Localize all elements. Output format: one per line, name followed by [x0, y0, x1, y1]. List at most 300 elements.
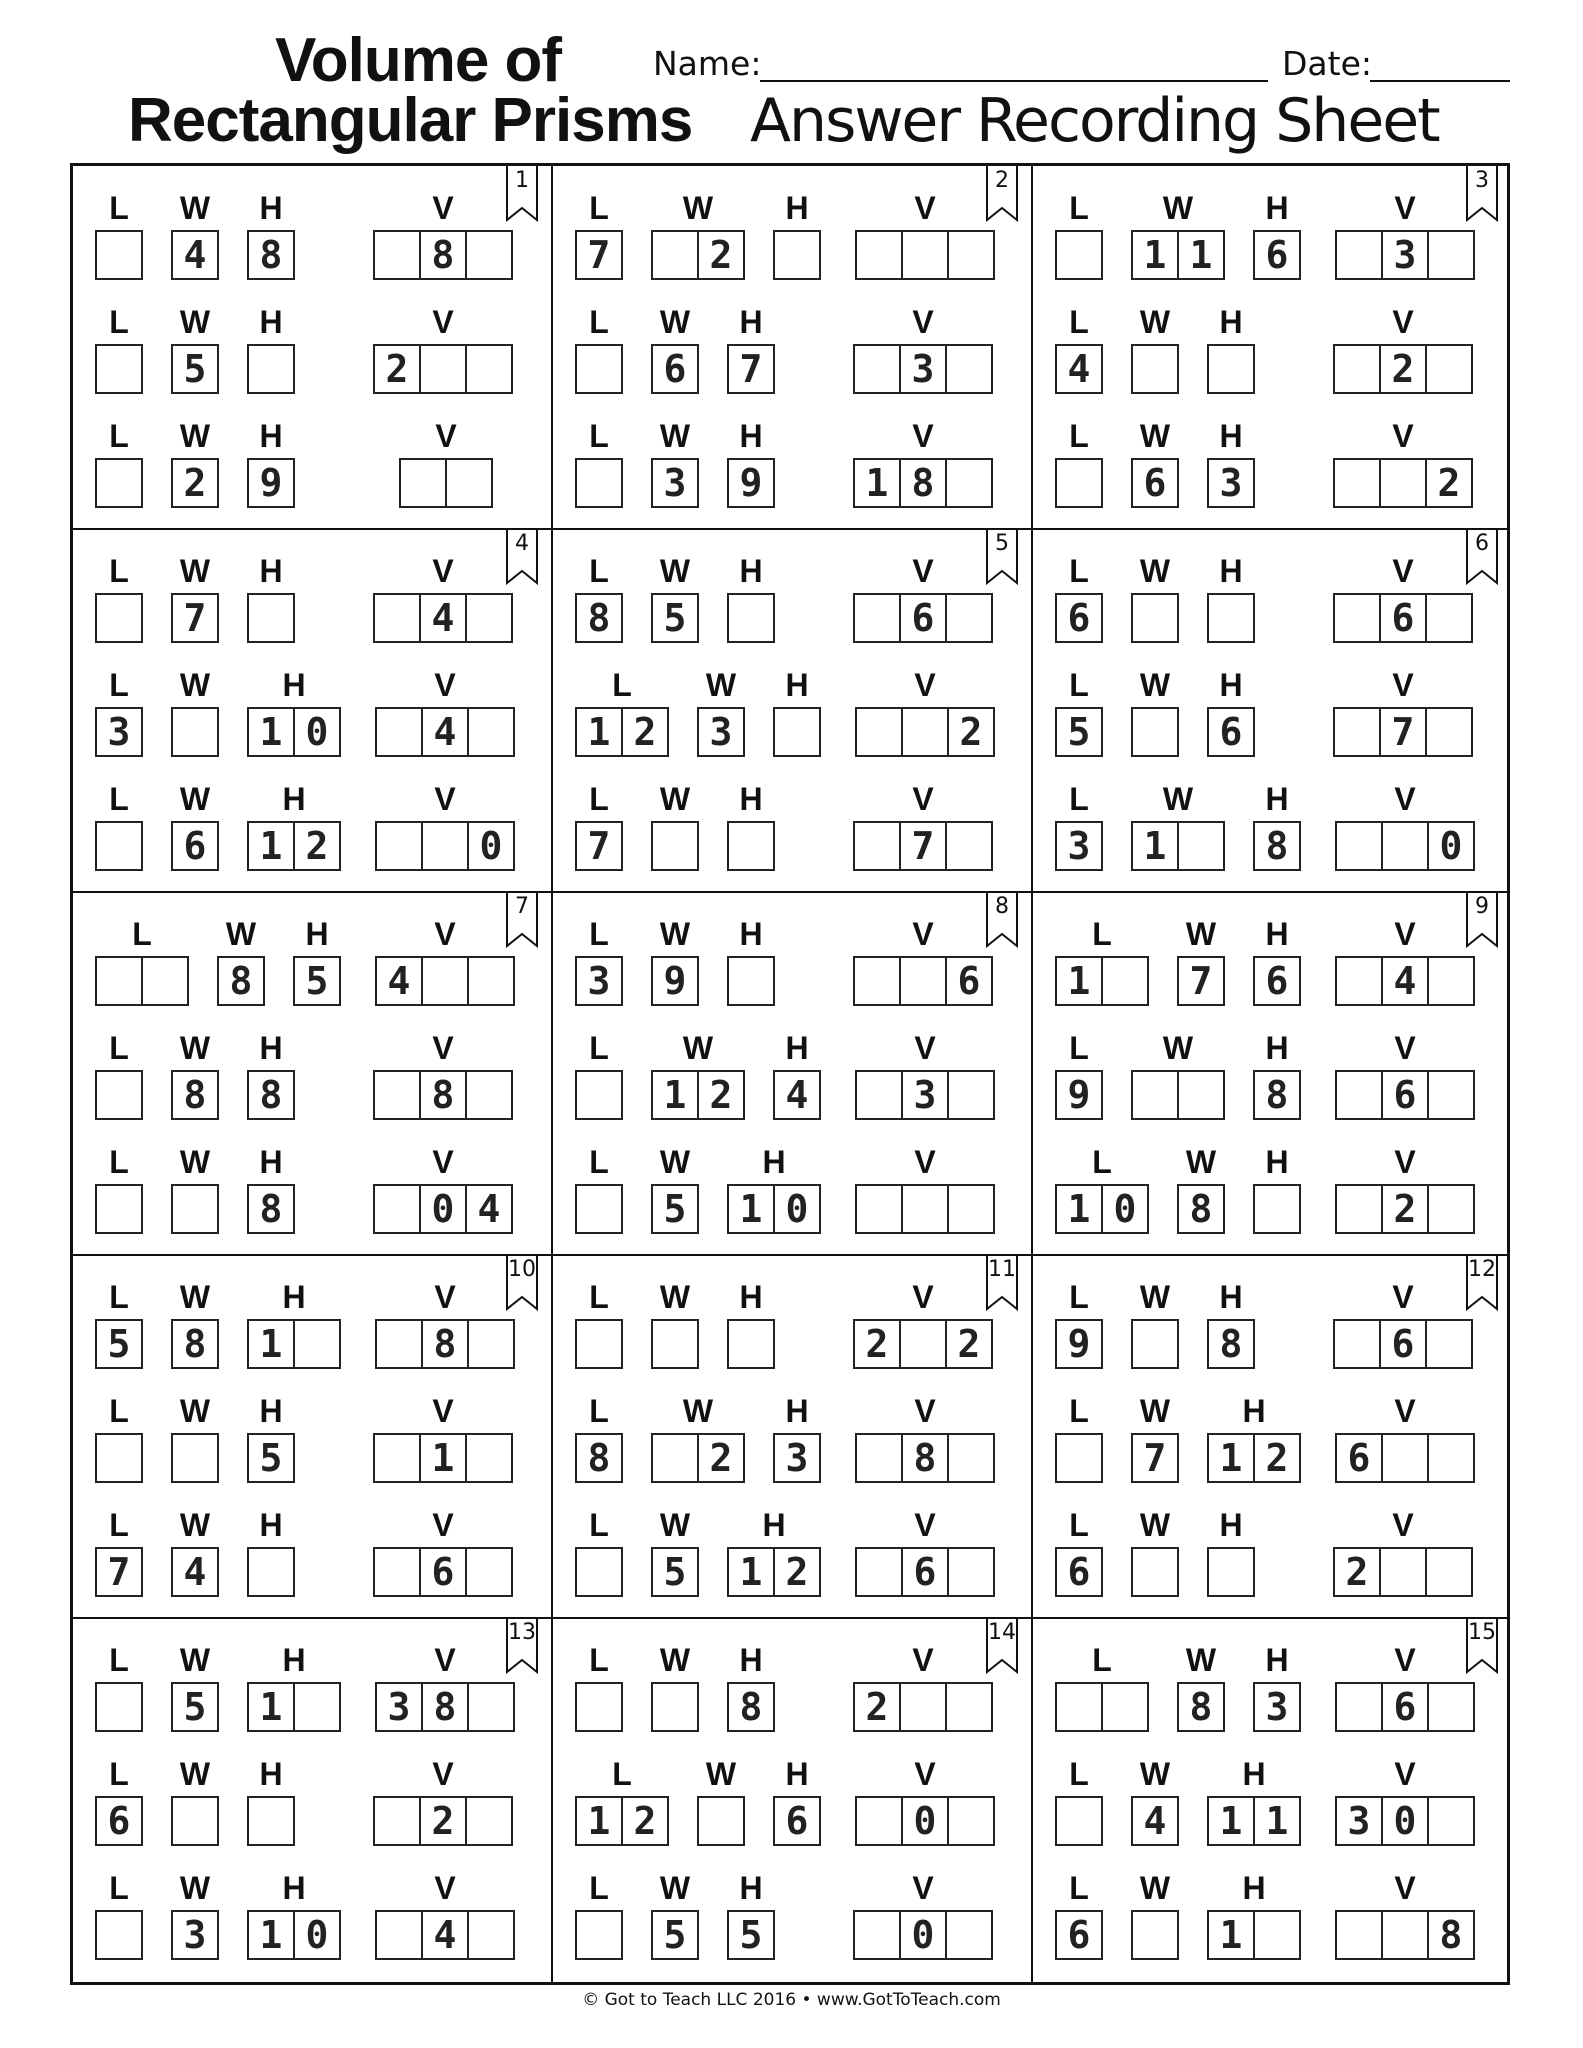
digit-box[interactable]: 4 — [419, 593, 467, 643]
digit-box[interactable]: 6 — [899, 593, 947, 643]
digit-box[interactable]: 1 — [1055, 1184, 1103, 1234]
digit-box[interactable]: 2 — [853, 1682, 901, 1732]
digit-box[interactable] — [947, 1796, 995, 1846]
digit-box[interactable] — [1131, 593, 1179, 643]
digit-box[interactable]: 3 — [899, 344, 947, 394]
digit-box[interactable]: 2 — [293, 821, 341, 871]
column-label-v: V — [914, 667, 936, 703]
digit-box[interactable] — [651, 1319, 699, 1369]
digit-box[interactable] — [293, 1682, 341, 1732]
digit-box[interactable]: 5 — [95, 1319, 143, 1369]
digit-box[interactable] — [945, 821, 993, 871]
digit-box[interactable] — [445, 458, 493, 508]
digit-box[interactable] — [421, 821, 469, 871]
digit-box[interactable] — [373, 1070, 421, 1120]
digit-box[interactable] — [1427, 1433, 1475, 1483]
digit-box[interactable] — [853, 593, 901, 643]
digit-box[interactable]: 8 — [575, 593, 623, 643]
digit-box[interactable] — [247, 1796, 295, 1846]
digit-box[interactable] — [727, 821, 775, 871]
digit-box[interactable] — [575, 344, 623, 394]
digit-box[interactable]: 8 — [421, 1319, 469, 1369]
column-label-w: W — [659, 1642, 691, 1678]
digit-box[interactable]: 6 — [1253, 230, 1301, 280]
digit-box[interactable] — [575, 1910, 623, 1960]
digit-box[interactable] — [1131, 1910, 1179, 1960]
digit-box[interactable] — [575, 1682, 623, 1732]
digit-box[interactable] — [1425, 1547, 1473, 1597]
digit-box[interactable] — [1131, 1547, 1179, 1597]
digit-box[interactable]: 5 — [293, 956, 341, 1006]
digit-box[interactable]: 4 — [773, 1070, 821, 1120]
digit-box[interactable] — [855, 1070, 903, 1120]
digit-box[interactable] — [1335, 821, 1383, 871]
digit-box[interactable] — [95, 230, 143, 280]
digit-box[interactable] — [1379, 1547, 1427, 1597]
digit-box[interactable] — [95, 956, 143, 1006]
digit-box[interactable]: 1 — [1207, 1433, 1255, 1483]
digit-box[interactable]: 6 — [1055, 593, 1103, 643]
digit-box[interactable] — [575, 458, 623, 508]
answer-group-v — [1333, 1547, 1471, 1597]
digit-box[interactable]: 3 — [1207, 458, 1255, 508]
digit-box[interactable] — [651, 821, 699, 871]
digit-box[interactable] — [1425, 593, 1473, 643]
digit-box[interactable]: 6 — [651, 344, 699, 394]
digit-box[interactable]: 2 — [373, 344, 421, 394]
digit-box[interactable] — [1253, 1910, 1301, 1960]
digit-box[interactable] — [247, 344, 295, 394]
digit-box[interactable] — [1055, 458, 1103, 508]
digit-box[interactable]: 0 — [773, 1184, 821, 1234]
digit-box[interactable]: 0 — [899, 1910, 947, 1960]
digit-box[interactable] — [247, 1547, 295, 1597]
digit-box[interactable] — [1131, 1319, 1179, 1369]
digit-box[interactable]: 6 — [945, 956, 993, 1006]
digit-box[interactable] — [855, 1796, 903, 1846]
digit-box[interactable] — [901, 707, 949, 757]
digit-box[interactable] — [945, 593, 993, 643]
digit-box[interactable]: 8 — [171, 1319, 219, 1369]
digit-box[interactable]: 5 — [651, 593, 699, 643]
digit-box[interactable] — [95, 344, 143, 394]
digit-box[interactable]: 6 — [95, 1796, 143, 1846]
digit-box[interactable]: 3 — [1253, 1682, 1301, 1732]
digit-box[interactable] — [465, 593, 513, 643]
digit-box[interactable] — [465, 1796, 513, 1846]
digit-box[interactable] — [945, 1910, 993, 1960]
digit-box[interactable]: 0 — [293, 707, 341, 757]
digit-box[interactable]: 6 — [1381, 1682, 1429, 1732]
digit-box[interactable]: 3 — [651, 458, 699, 508]
digit-box[interactable] — [1055, 230, 1103, 280]
digit-box[interactable] — [651, 1433, 699, 1483]
digit-box[interactable]: 8 — [217, 956, 265, 1006]
digit-box[interactable]: 5 — [1055, 707, 1103, 757]
digit-box[interactable]: 3 — [773, 1433, 821, 1483]
answer-group-h — [247, 230, 293, 280]
digit-box[interactable]: 7 — [899, 821, 947, 871]
digit-box[interactable]: 8 — [419, 1070, 467, 1120]
digit-box[interactable]: 0 — [419, 1184, 467, 1234]
digit-box[interactable]: 8 — [1207, 1319, 1255, 1369]
digit-box[interactable] — [947, 1070, 995, 1120]
digit-box[interactable]: 4 — [1381, 956, 1429, 1006]
digit-box[interactable]: 9 — [1055, 1319, 1103, 1369]
digit-box[interactable] — [1333, 458, 1381, 508]
digit-box[interactable] — [1425, 707, 1473, 757]
digit-box[interactable]: 3 — [575, 956, 623, 1006]
digit-box[interactable] — [899, 1319, 947, 1369]
digit-box[interactable] — [947, 230, 995, 280]
column-label-w: W — [1139, 1507, 1171, 1543]
digit-box[interactable]: 6 — [1381, 1070, 1429, 1120]
digit-box[interactable] — [947, 1433, 995, 1483]
digit-box[interactable]: 1 — [727, 1184, 775, 1234]
digit-box[interactable] — [855, 1184, 903, 1234]
digit-box[interactable] — [773, 230, 821, 280]
digit-box[interactable] — [293, 1319, 341, 1369]
digit-box[interactable] — [95, 458, 143, 508]
digit-box[interactable]: 6 — [1379, 593, 1427, 643]
digit-box[interactable]: 1 — [1131, 821, 1179, 871]
digit-box[interactable]: 0 — [1427, 821, 1475, 871]
digit-box[interactable]: 8 — [171, 1070, 219, 1120]
digit-box[interactable] — [853, 344, 901, 394]
digit-box[interactable]: 1 — [247, 821, 295, 871]
digit-box[interactable] — [95, 1433, 143, 1483]
digit-box[interactable] — [373, 1547, 421, 1597]
digit-box[interactable]: 7 — [575, 230, 623, 280]
digit-box[interactable]: 2 — [621, 1796, 669, 1846]
digit-box[interactable]: 5 — [651, 1547, 699, 1597]
digit-box[interactable] — [853, 956, 901, 1006]
digit-box[interactable]: 3 — [1055, 821, 1103, 871]
digit-box[interactable] — [467, 1910, 515, 1960]
digit-box[interactable]: 0 — [293, 1910, 341, 1960]
digit-box[interactable]: 5 — [171, 344, 219, 394]
digit-box[interactable] — [945, 1682, 993, 1732]
digit-box[interactable] — [373, 1796, 421, 1846]
digit-box[interactable] — [375, 821, 423, 871]
digit-box[interactable] — [247, 593, 295, 643]
digit-box[interactable]: 4 — [171, 230, 219, 280]
digit-box[interactable] — [853, 1910, 901, 1960]
digit-box[interactable] — [1333, 1319, 1381, 1369]
digit-box[interactable] — [947, 1184, 995, 1234]
digit-box[interactable]: 6 — [419, 1547, 467, 1597]
digit-box[interactable] — [467, 707, 515, 757]
digit-box[interactable]: 3 — [697, 707, 745, 757]
digit-box[interactable] — [1055, 1433, 1103, 1483]
digit-box[interactable] — [465, 344, 513, 394]
digit-box[interactable]: 1 — [1207, 1910, 1255, 1960]
digit-box[interactable]: 7 — [575, 821, 623, 871]
digit-box[interactable]: 3 — [1335, 1796, 1383, 1846]
digit-box[interactable]: 2 — [773, 1547, 821, 1597]
digit-box[interactable]: 1 — [853, 458, 901, 508]
digit-box[interactable] — [467, 1319, 515, 1369]
digit-box[interactable] — [171, 707, 219, 757]
digit-box[interactable]: 6 — [1335, 1433, 1383, 1483]
answer-group-h — [727, 1682, 773, 1732]
digit-box[interactable]: 7 — [1131, 1433, 1179, 1483]
digit-box[interactable]: 2 — [1425, 458, 1473, 508]
digit-box[interactable] — [901, 1184, 949, 1234]
digit-box[interactable] — [855, 1547, 903, 1597]
digit-box[interactable] — [399, 458, 447, 508]
digit-box[interactable] — [1131, 344, 1179, 394]
digit-box[interactable]: 1 — [575, 1796, 623, 1846]
digit-box[interactable]: 8 — [1253, 1070, 1301, 1120]
digit-box[interactable] — [1335, 1070, 1383, 1120]
digit-box[interactable] — [373, 1184, 421, 1234]
digit-box[interactable] — [1055, 1682, 1103, 1732]
digit-box[interactable]: 2 — [947, 707, 995, 757]
digit-box[interactable]: 8 — [727, 1682, 775, 1732]
digit-box[interactable] — [1379, 458, 1427, 508]
digit-box[interactable] — [467, 956, 515, 1006]
digit-box[interactable] — [95, 1070, 143, 1120]
digit-box[interactable]: 2 — [1333, 1547, 1381, 1597]
digit-box[interactable]: 2 — [697, 230, 745, 280]
digit-box[interactable]: 5 — [651, 1184, 699, 1234]
digit-box[interactable] — [1101, 1682, 1149, 1732]
digit-box[interactable]: 1 — [575, 707, 623, 757]
digit-box[interactable] — [899, 1682, 947, 1732]
digit-box[interactable]: 4 — [375, 956, 423, 1006]
digit-box[interactable] — [853, 821, 901, 871]
digit-box[interactable] — [1207, 593, 1255, 643]
digit-box[interactable]: 4 — [465, 1184, 513, 1234]
digit-box[interactable] — [773, 707, 821, 757]
digit-box[interactable] — [141, 956, 189, 1006]
digit-box[interactable]: 7 — [1177, 956, 1225, 1006]
digit-box[interactable] — [855, 1433, 903, 1483]
digit-box[interactable] — [697, 1796, 745, 1846]
digit-box[interactable] — [95, 1910, 143, 1960]
digit-box[interactable] — [947, 1547, 995, 1597]
digit-box[interactable]: 0 — [1101, 1184, 1149, 1234]
digit-box[interactable] — [1335, 956, 1383, 1006]
digit-box[interactable]: 8 — [421, 1682, 469, 1732]
digit-box[interactable] — [1381, 1433, 1429, 1483]
digit-box[interactable] — [1333, 707, 1381, 757]
digit-box[interactable] — [1381, 1910, 1429, 1960]
digit-box[interactable] — [1207, 1547, 1255, 1597]
digit-box[interactable]: 7 — [1379, 707, 1427, 757]
digit-box[interactable]: 8 — [1177, 1682, 1225, 1732]
digit-box[interactable]: 2 — [697, 1433, 745, 1483]
digit-box[interactable]: 2 — [1381, 1184, 1429, 1234]
digit-box[interactable] — [373, 230, 421, 280]
digit-box[interactable]: 9 — [247, 458, 295, 508]
digit-box[interactable]: 2 — [945, 1319, 993, 1369]
digit-box[interactable]: 6 — [1379, 1319, 1427, 1369]
digit-box[interactable] — [95, 593, 143, 643]
digit-box[interactable] — [467, 1682, 515, 1732]
digit-box[interactable] — [465, 1070, 513, 1120]
digit-box[interactable] — [945, 344, 993, 394]
digit-box[interactable] — [1131, 1070, 1179, 1120]
digit-box[interactable] — [1427, 1070, 1475, 1120]
digit-box[interactable]: 8 — [1253, 821, 1301, 871]
digit-box[interactable]: 1 — [419, 1433, 467, 1483]
digit-box[interactable] — [171, 1796, 219, 1846]
digit-box[interactable] — [575, 1070, 623, 1120]
digit-box[interactable] — [575, 1319, 623, 1369]
digit-box[interactable]: 0 — [467, 821, 515, 871]
digit-box[interactable] — [1427, 1184, 1475, 1234]
digit-box[interactable] — [651, 1682, 699, 1732]
digit-box[interactable]: 1 — [1207, 1796, 1255, 1846]
digit-box[interactable] — [1335, 230, 1383, 280]
digit-box[interactable] — [727, 956, 775, 1006]
date-field-line[interactable] — [1370, 80, 1510, 82]
digit-box[interactable] — [375, 707, 423, 757]
digit-box[interactable]: 1 — [651, 1070, 699, 1120]
digit-box[interactable] — [1207, 344, 1255, 394]
digit-box[interactable]: 6 — [901, 1547, 949, 1597]
digit-box[interactable]: 5 — [727, 1910, 775, 1960]
digit-box[interactable]: 2 — [853, 1319, 901, 1369]
digit-box[interactable]: 1 — [1131, 230, 1179, 280]
digit-box[interactable] — [1101, 956, 1149, 1006]
digit-box[interactable]: 9 — [727, 458, 775, 508]
digit-box[interactable]: 5 — [171, 1682, 219, 1732]
digit-box[interactable] — [375, 1910, 423, 1960]
digit-box[interactable]: 4 — [421, 707, 469, 757]
digit-box[interactable] — [1177, 821, 1225, 871]
digit-box[interactable]: 8 — [575, 1433, 623, 1483]
digit-box[interactable] — [1055, 1796, 1103, 1846]
digit-box[interactable]: 1 — [247, 1682, 295, 1732]
digit-box[interactable]: 9 — [651, 956, 699, 1006]
digit-box[interactable]: 6 — [1055, 1547, 1103, 1597]
digit-box[interactable] — [1253, 1184, 1301, 1234]
digit-box[interactable]: 1 — [247, 1319, 295, 1369]
digit-box[interactable] — [1425, 344, 1473, 394]
digit-box[interactable]: 7 — [727, 344, 775, 394]
digit-box[interactable]: 8 — [247, 230, 295, 280]
digit-box[interactable] — [375, 1319, 423, 1369]
digit-box[interactable]: 3 — [95, 707, 143, 757]
digit-box[interactable] — [465, 230, 513, 280]
digit-box[interactable]: 6 — [171, 821, 219, 871]
digit-box[interactable]: 8 — [247, 1070, 295, 1120]
digit-box[interactable] — [1333, 593, 1381, 643]
digit-box[interactable]: 2 — [171, 458, 219, 508]
digit-box[interactable] — [855, 230, 903, 280]
digit-box[interactable]: 4 — [1131, 1796, 1179, 1846]
digit-box[interactable] — [1427, 1796, 1475, 1846]
digit-box[interactable] — [171, 1184, 219, 1234]
digit-box[interactable] — [575, 1547, 623, 1597]
digit-box[interactable]: 8 — [419, 230, 467, 280]
digit-box[interactable] — [651, 230, 699, 280]
digit-box[interactable]: 2 — [419, 1796, 467, 1846]
digit-box[interactable] — [465, 1547, 513, 1597]
digit-box[interactable]: 1 — [247, 1910, 295, 1960]
digit-box[interactable] — [1131, 707, 1179, 757]
digit-box[interactable] — [727, 593, 775, 643]
digit-box[interactable]: 2 — [697, 1070, 745, 1120]
digit-box[interactable]: 7 — [171, 593, 219, 643]
digit-box[interactable] — [945, 458, 993, 508]
digit-box[interactable] — [95, 1682, 143, 1732]
digit-box[interactable] — [95, 1184, 143, 1234]
digit-box[interactable] — [899, 956, 947, 1006]
digit-box[interactable] — [1177, 1070, 1225, 1120]
digit-box[interactable]: 5 — [651, 1910, 699, 1960]
digit-box[interactable]: 1 — [727, 1547, 775, 1597]
digit-box[interactable] — [1335, 1184, 1383, 1234]
digit-box[interactable] — [421, 956, 469, 1006]
digit-box[interactable]: 0 — [901, 1796, 949, 1846]
digit-box[interactable] — [727, 1319, 775, 1369]
digit-box[interactable]: 1 — [1253, 1796, 1301, 1846]
digit-box[interactable]: 8 — [901, 1433, 949, 1483]
digit-box[interactable]: 8 — [1427, 1910, 1475, 1960]
digit-box[interactable]: 9 — [1055, 1070, 1103, 1120]
digit-box[interactable] — [901, 230, 949, 280]
digit-box[interactable] — [419, 344, 467, 394]
digit-box[interactable] — [1427, 956, 1475, 1006]
digit-box[interactable] — [1425, 1319, 1473, 1369]
digit-box[interactable] — [575, 1184, 623, 1234]
digit-box[interactable]: 2 — [1379, 344, 1427, 394]
digit-box[interactable] — [373, 1433, 421, 1483]
name-field-line[interactable] — [760, 80, 1268, 82]
digit-box[interactable]: 1 — [1055, 956, 1103, 1006]
digit-box[interactable] — [373, 593, 421, 643]
digit-box[interactable]: 1 — [247, 707, 295, 757]
digit-box[interactable]: 4 — [421, 1910, 469, 1960]
digit-box[interactable]: 5 — [247, 1433, 295, 1483]
digit-box[interactable]: 6 — [1055, 1910, 1103, 1960]
digit-box[interactable] — [171, 1433, 219, 1483]
digit-box[interactable]: 3 — [171, 1910, 219, 1960]
digit-box[interactable]: 6 — [1207, 707, 1255, 757]
digit-box[interactable]: 6 — [1253, 956, 1301, 1006]
answer-row — [73, 779, 553, 899]
digit-box[interactable]: 2 — [1253, 1433, 1301, 1483]
digit-box[interactable] — [1335, 1910, 1383, 1960]
digit-box[interactable]: 8 — [899, 458, 947, 508]
digit-box[interactable]: 6 — [773, 1796, 821, 1846]
digit-box[interactable] — [1381, 821, 1429, 871]
digit-box[interactable]: 4 — [1055, 344, 1103, 394]
digit-box[interactable] — [1427, 1682, 1475, 1732]
digit-box[interactable]: 8 — [247, 1184, 295, 1234]
digit-box[interactable]: 1 — [1177, 230, 1225, 280]
digit-box[interactable]: 6 — [1131, 458, 1179, 508]
digit-box[interactable]: 3 — [901, 1070, 949, 1120]
digit-box[interactable]: 3 — [375, 1682, 423, 1732]
digit-box[interactable]: 2 — [621, 707, 669, 757]
digit-box[interactable]: 7 — [95, 1547, 143, 1597]
digit-box[interactable] — [855, 707, 903, 757]
digit-box[interactable]: 8 — [1177, 1184, 1225, 1234]
digit-box[interactable] — [465, 1433, 513, 1483]
digit-box[interactable]: 4 — [171, 1547, 219, 1597]
digit-box[interactable]: 3 — [1381, 230, 1429, 280]
digit-box[interactable] — [1427, 230, 1475, 280]
digit-box[interactable] — [1335, 1682, 1383, 1732]
digit-box[interactable] — [1333, 344, 1381, 394]
digit-box[interactable]: 0 — [1381, 1796, 1429, 1846]
digit-box[interactable] — [95, 821, 143, 871]
